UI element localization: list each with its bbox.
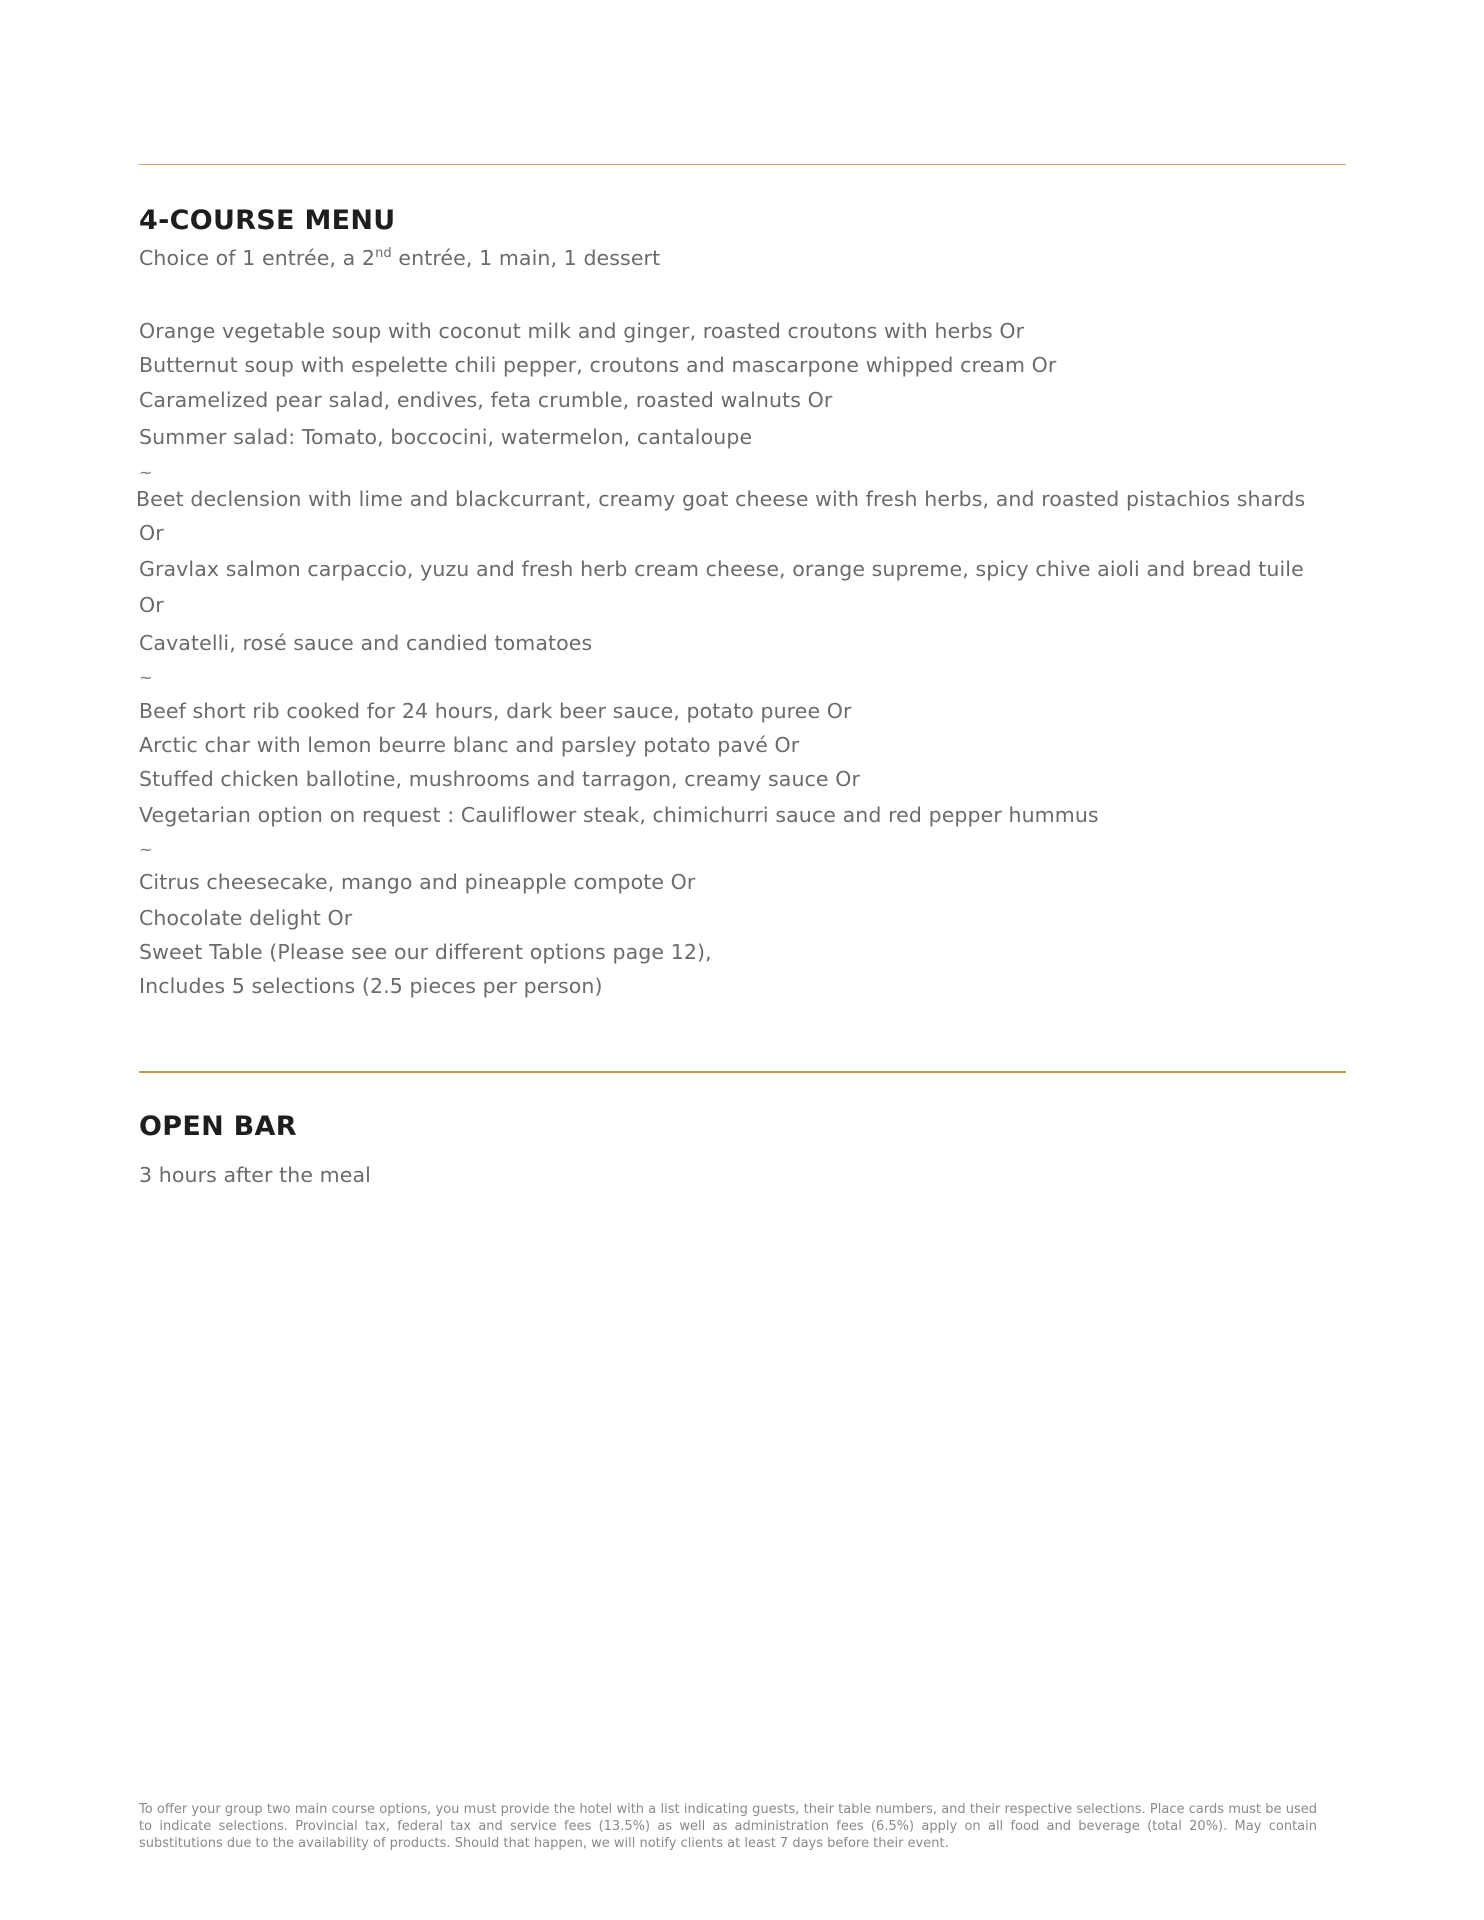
first-entree-option: Caramelized pear salad, endives, feta crumble, roasted walnuts Or bbox=[139, 388, 833, 412]
second-entree-or: Or bbox=[139, 521, 164, 545]
second-entree-option: Cavatelli, rosé sauce and candied tomatoes bbox=[139, 631, 593, 655]
main-course-option: Stuffed chicken ballotine, mushrooms and tarragon, creamy sauce Or bbox=[139, 767, 861, 791]
first-entree-option: Summer salad: Tomato, boccocini, watermelon, cantaloupe bbox=[139, 425, 753, 449]
open-bar-text: 3 hours after the meal bbox=[139, 1163, 371, 1187]
section-divider bbox=[139, 1071, 1346, 1073]
menu-subtitle: Choice of 1 entrée, a 2nd entrée, 1 main, 1 dessert bbox=[139, 246, 661, 270]
course-separator: ~ bbox=[139, 668, 153, 687]
top-divider bbox=[139, 164, 1346, 165]
dessert-option: Citrus cheesecake, mango and pineapple compote Or bbox=[139, 870, 696, 894]
dessert-option: Chocolate delight Or bbox=[139, 906, 353, 930]
main-course-option: Vegetarian option on request : Cauliflower steak, chimichurri sauce and red pepper hummus bbox=[139, 803, 1099, 827]
dessert-option: Sweet Table (Please see our different options page 12), bbox=[139, 940, 712, 964]
first-entree-option: Orange vegetable soup with coconut milk and ginger, roasted croutons with herbs Or bbox=[139, 319, 1025, 343]
open-bar-title: OPEN BAR bbox=[139, 1111, 297, 1142]
second-entree-or: Or bbox=[139, 593, 164, 617]
second-entree-option: Beet declension with lime and blackcurrant, creamy goat cheese with fresh herbs, and roasted pistachios shards bbox=[136, 487, 1306, 511]
main-course-option: Arctic char with lemon beurre blanc and parsley potato pavé Or bbox=[139, 733, 800, 757]
first-entree-option: Butternut soup with espelette chili pepper, croutons and mascarpone whipped cream Or bbox=[139, 353, 1057, 377]
menu-title: 4-COURSE MENU bbox=[139, 205, 396, 236]
footer-note: To offer your group two main course options, you must provide the hotel with a list indicating guests, their table numbers, and their respective selections. Place cards must be used to indicate selections. Provincial tax, federal tax and service fees (13.5%) as well as administration fees (6.5%) apply on all food and beverage (total 20%). May contain substitutions due to the availability of products. Should that happen, we will notify clients at least 7 days before their event. bbox=[139, 1802, 1317, 1851]
main-course-option: Beef short rib cooked for 24 hours, dark beer sauce, potato puree Or bbox=[139, 699, 852, 723]
course-separator: ~ bbox=[139, 840, 153, 859]
second-entree-option: Gravlax salmon carpaccio, yuzu and fresh herb cream cheese, orange supreme, spicy chive aioli and bread tuile bbox=[139, 557, 1304, 581]
course-separator: ~ bbox=[139, 463, 153, 482]
dessert-option: Includes 5 selections (2.5 pieces per person) bbox=[139, 974, 603, 998]
